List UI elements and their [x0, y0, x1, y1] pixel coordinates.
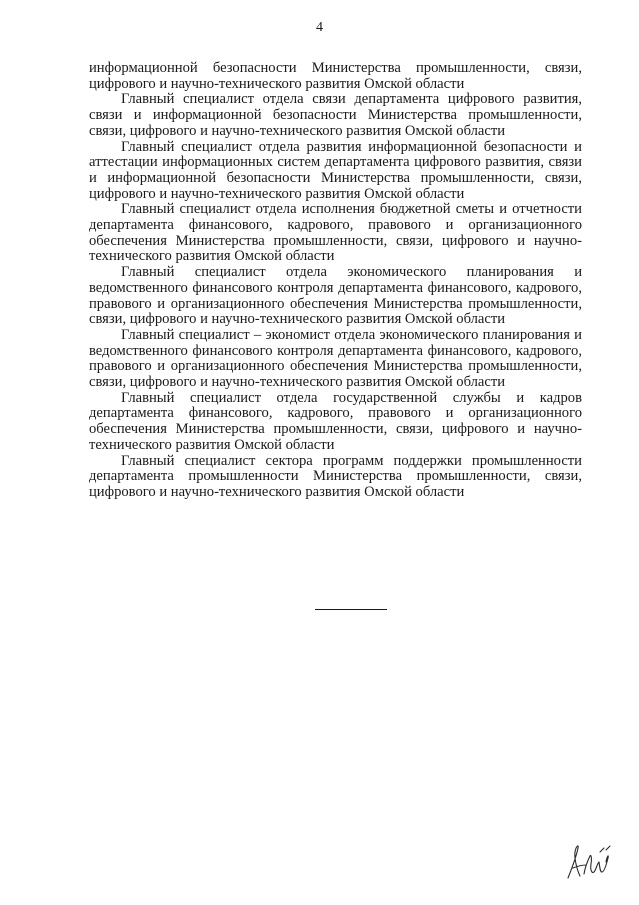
position-paragraph: Главный специалист сектора программ поддержки промышленности департамента промышленности Министерства промышленности, связи, цифрового и научно-технического развития Омской области	[89, 452, 582, 500]
document-body	[89, 61, 582, 501]
position-paragraph: Главный специалист отдела государственной службы и кадров департамента финансового, кадрового, правового и организационного обеспечения Министерства промышленности, связи, цифрового и научно-технического развития Омской области	[89, 389, 582, 453]
position-paragraph: Главный специалист отдела исполнения бюджетной сметы и отчетности департамента финансового, кадрового, правового и организационного обеспечения Министерства промышленности, связи, цифрового и научно-технического развития Омской области	[89, 201, 582, 265]
signature-mark	[564, 838, 614, 883]
end-divider	[315, 609, 387, 610]
page-number: 4	[316, 20, 323, 35]
signature	[564, 838, 614, 883]
position-paragraph: Главный специалист – экономист отдела экономического планирования и ведомственного финансового контроля департамента финансового, кадрового, правового и организационного обеспечения Министерства промышленности, связи, цифрового и научно-технического развития Омской области	[89, 326, 582, 391]
position-paragraph: информационной безопасности Министерства промышленности, связи, цифрового и научно-технического развития Омской области	[89, 60, 582, 92]
position-paragraph: Главный специалист отдела экономического планирования и ведомственного финансового контроля департамента финансового, кадрового, правового и организационного обеспечения Министерства промышленности, связи, цифрового и научно-технического развития Омской области	[89, 264, 582, 328]
position-paragraph: Главный специалист отдела развития информационной безопасности и аттестации информационных систем департамента цифрового развития, связи и информационной безопасности Министерства промышленности, связи, цифрового и научно-технического развития Омской области	[89, 138, 582, 202]
position-paragraph: Главный специалист отдела связи департамента цифрового развития, связи и информационной безопасности Министерства промышленности, связи, цифрового и научно-технического развития Омской области	[89, 91, 582, 139]
